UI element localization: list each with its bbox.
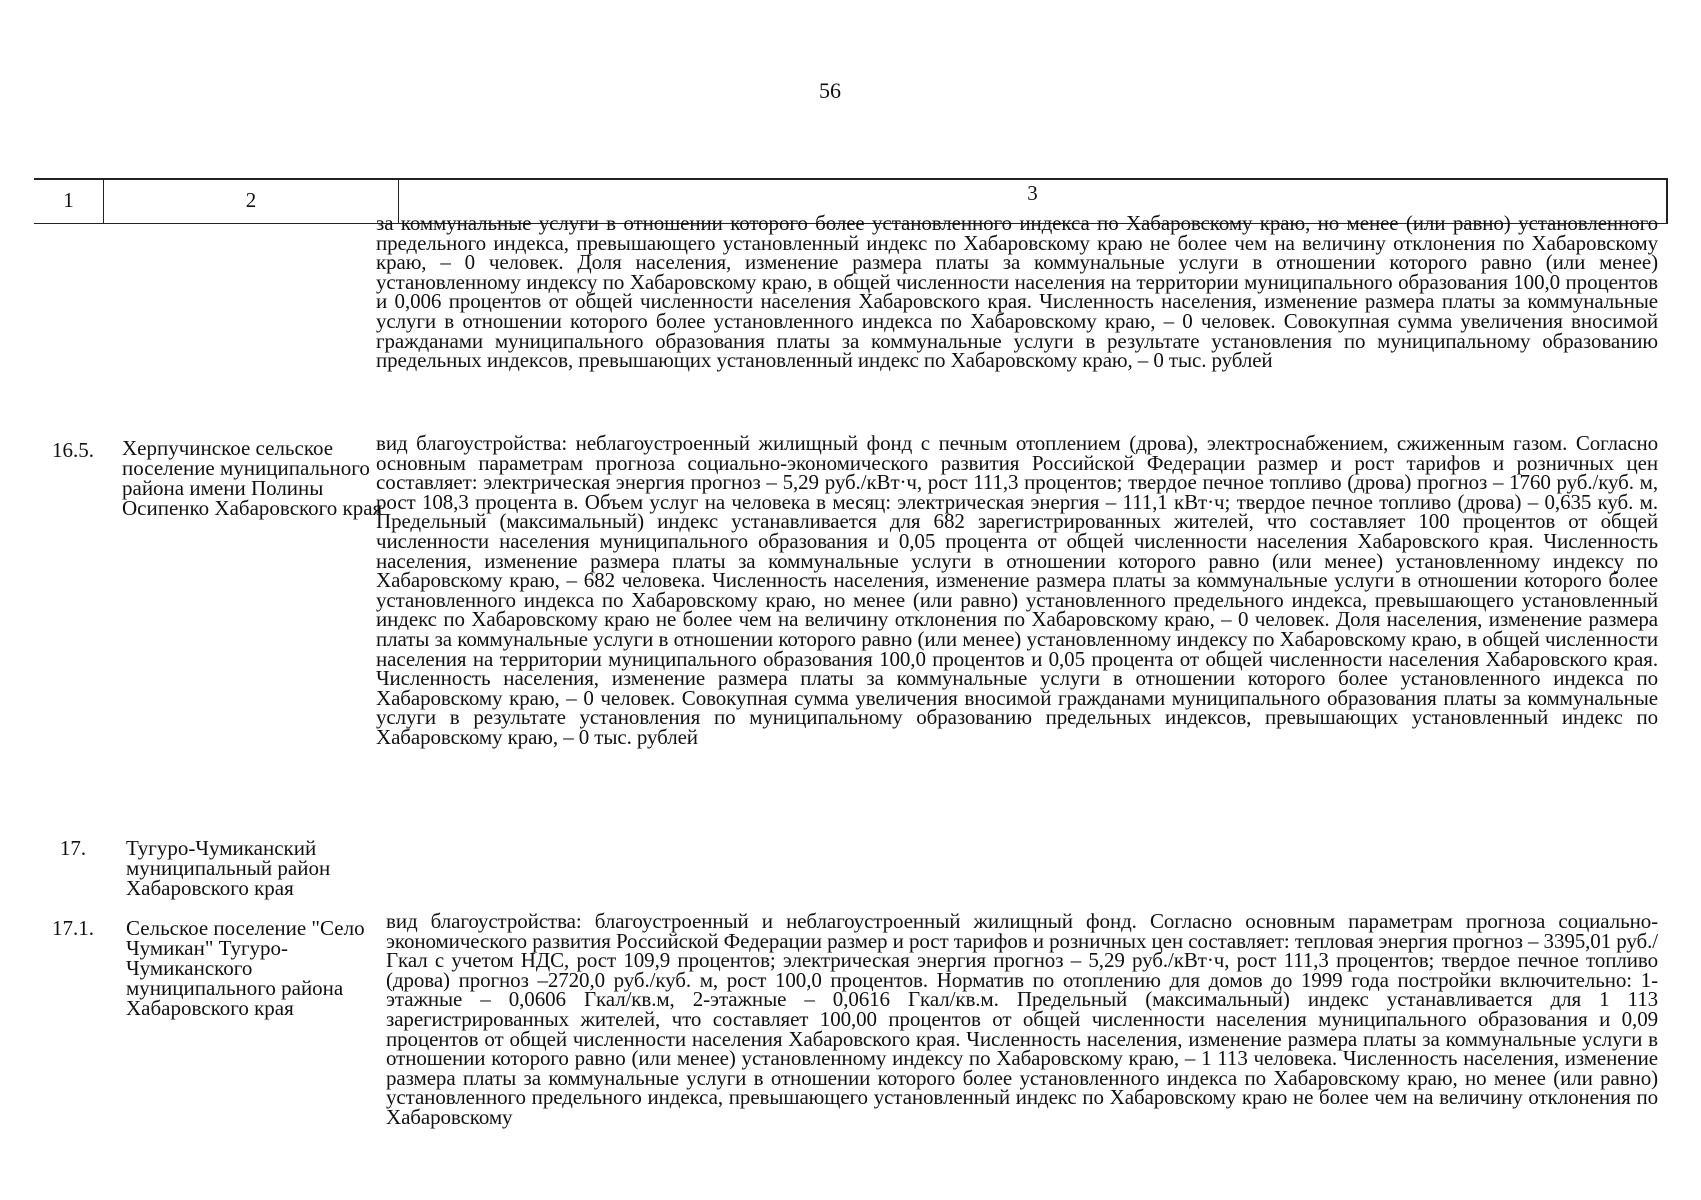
table-row [34,431,1668,834]
row-municipality-name: Тугуро-Чумиканский муниципальный район Хабаровского края [126,836,331,900]
row-number: 17. [59,836,87,860]
row-description: вид благоустройства: неблагоустроенный жилищный фонд с печным отоплением (дрова), электроснабжением, сжиженным газом. Согласно основным параметрам прогноза социально-экономического развития Российской Федерации размер и рост тарифов и розничных цен составляет: электрическая энергия прогноз – 5,29 руб./кВт·ч, рост 111,3 процентов; твердое печное топливо (дрова) прогноз – 1760 руб./куб. м, рост 108,3 процента в. Объем услуг на человека в месяц: электрическая энергия – 111,1 кВт·ч; твердое печное топливо (дрова) – 0,635 куб. м. Предельный (максимальный) индекс устанавливается для 682 зарегистрированных жителей, что составляет 100 процентов от общей численности населения муниципального образования и 0,05 процента от общей численности населения Хабаровского края. Численность населения, изменение размера платы за коммунальные услуги в отношении которого равно (или менее) установленному индексу по Хабаровскому краю, – 682 человека. Численность населения, изменение размера платы за коммунальные услуги в отношении которого более установленного индекса по Хабаровскому краю, но менее (или равно) установленного предельного индекса, превышающего установленный индекс по Хабаровскому краю не более чем на величину отклонения по Хабаровскому краю, – 0 человек. Доля населения, изменение размера платы за коммунальные услуги в отношении которого равно (или менее) установленному индексу по Хабаровскому краю, в общей численности населения на территории муниципального образования 100,0 процентов и 0,05 процента от общей численности населения Хабаровского края. Численность населения, изменение размера платы за коммунальные услуги в отношении которого более установленного индекса по Хабаровскому краю, – 0 человек. Совокупная сумма увеличения вносимой гражданами муниципального образования платы за коммунальные услуги в результате установления по муниципальному образованию предельных индексов, превышающих установленный индекс по Хабаровскому краю, – 0 тыс. рублей [376,431,1658,749]
row-number: 17.1. [52,916,94,940]
row-description: вид благоустройства: благоустроенный и неблагоустроенный жилищный фонд. Согласно основным параметрам прогноза социально-экономического развития Российской Федерации размер и рост тарифов и розничных цен составляет: тепловая энергия прогноз – 3395,01 руб./Гкал с учетом НДС, рост 109,9 процентов; электрическая энергия прогноз – 5,29 руб./кВт·ч, рост 111,3 процентов; твердое печное топливо (дрова) прогноз –2720,0 руб./куб. м, рост 100,0 процентов. Норматив по отоплению для домов до 1999 года постройки включительно: 1-этажные – 0,0606 Гкал/кв.м, 2-этажные – 0,0616 Гкал/кв.м. Предельный (максимальный) индекс устанавливается для 1 113 зарегистрированных жителей, что составляет 100,00 процентов от общей численности населения муниципального образования и 0,09 процентов от общей численности населения Хабаровского края. Численность населения, изменение размера платы за коммунальные услуги в отношении которого равно (или менее) установленному индексу по Хабаровскому краю, – 1 113 человека. Численность населения, изменение размера платы за коммунальные услуги в отношении которого более установленного индекса по Хабаровскому краю, но менее (или равно) установленного предельного индекса, превышающего установленный индекс по Хабаровскому краю не более чем на величину отклонения по Хабаровскому [386,909,1658,1129]
row-description: за коммунальные услуги в отношении которого более установленного индекса по Хабаровскому краю, но менее (или равно) установленного предельного индекса, превышающего установленный индекс по Хабаровскому краю не более чем на величину отклонения по Хабаровскому краю, – 0 человек. Доля населения, изменение размера платы за коммунальные услуги в отношении которого равно (или менее) установленному индексу по Хабаровскому краю, в общей численности населения на территории муниципального образования 100,0 процентов и 0,006 процентов от общей численности населения Хабаровского края. Численность населения, изменение размера платы за коммунальные услуги в отношении которого более установленного индекса по Хабаровскому краю, – 0 человек. Совокупная сумма увеличения вносимой гражданами муниципального образования платы за коммунальные услуги в результате установления по муниципальному образованию предельных индексов, превышающих установленный индекс по Хабаровскому краю, – 0 тыс. рублей [376,211,1658,373]
row-municipality-name: Сельское поселение "Село Чумикан" Тугуро-Чумиканского муниципального района Хабаровского края [126,916,365,1020]
table-row [34,211,1668,414]
header-col-1: 1 [34,180,104,223]
page-number: 56 [819,78,841,103]
table-row [34,909,1668,1152]
header-col-3: 3 [399,180,1668,223]
row-number: 16.5. [52,438,94,462]
table-row [34,838,1668,908]
row-municipality-name: Херпучинское сельское поселение муниципального района имени Полины Осипенко Хабаровского края [122,436,383,520]
header-col-2: 2 [104,180,399,223]
